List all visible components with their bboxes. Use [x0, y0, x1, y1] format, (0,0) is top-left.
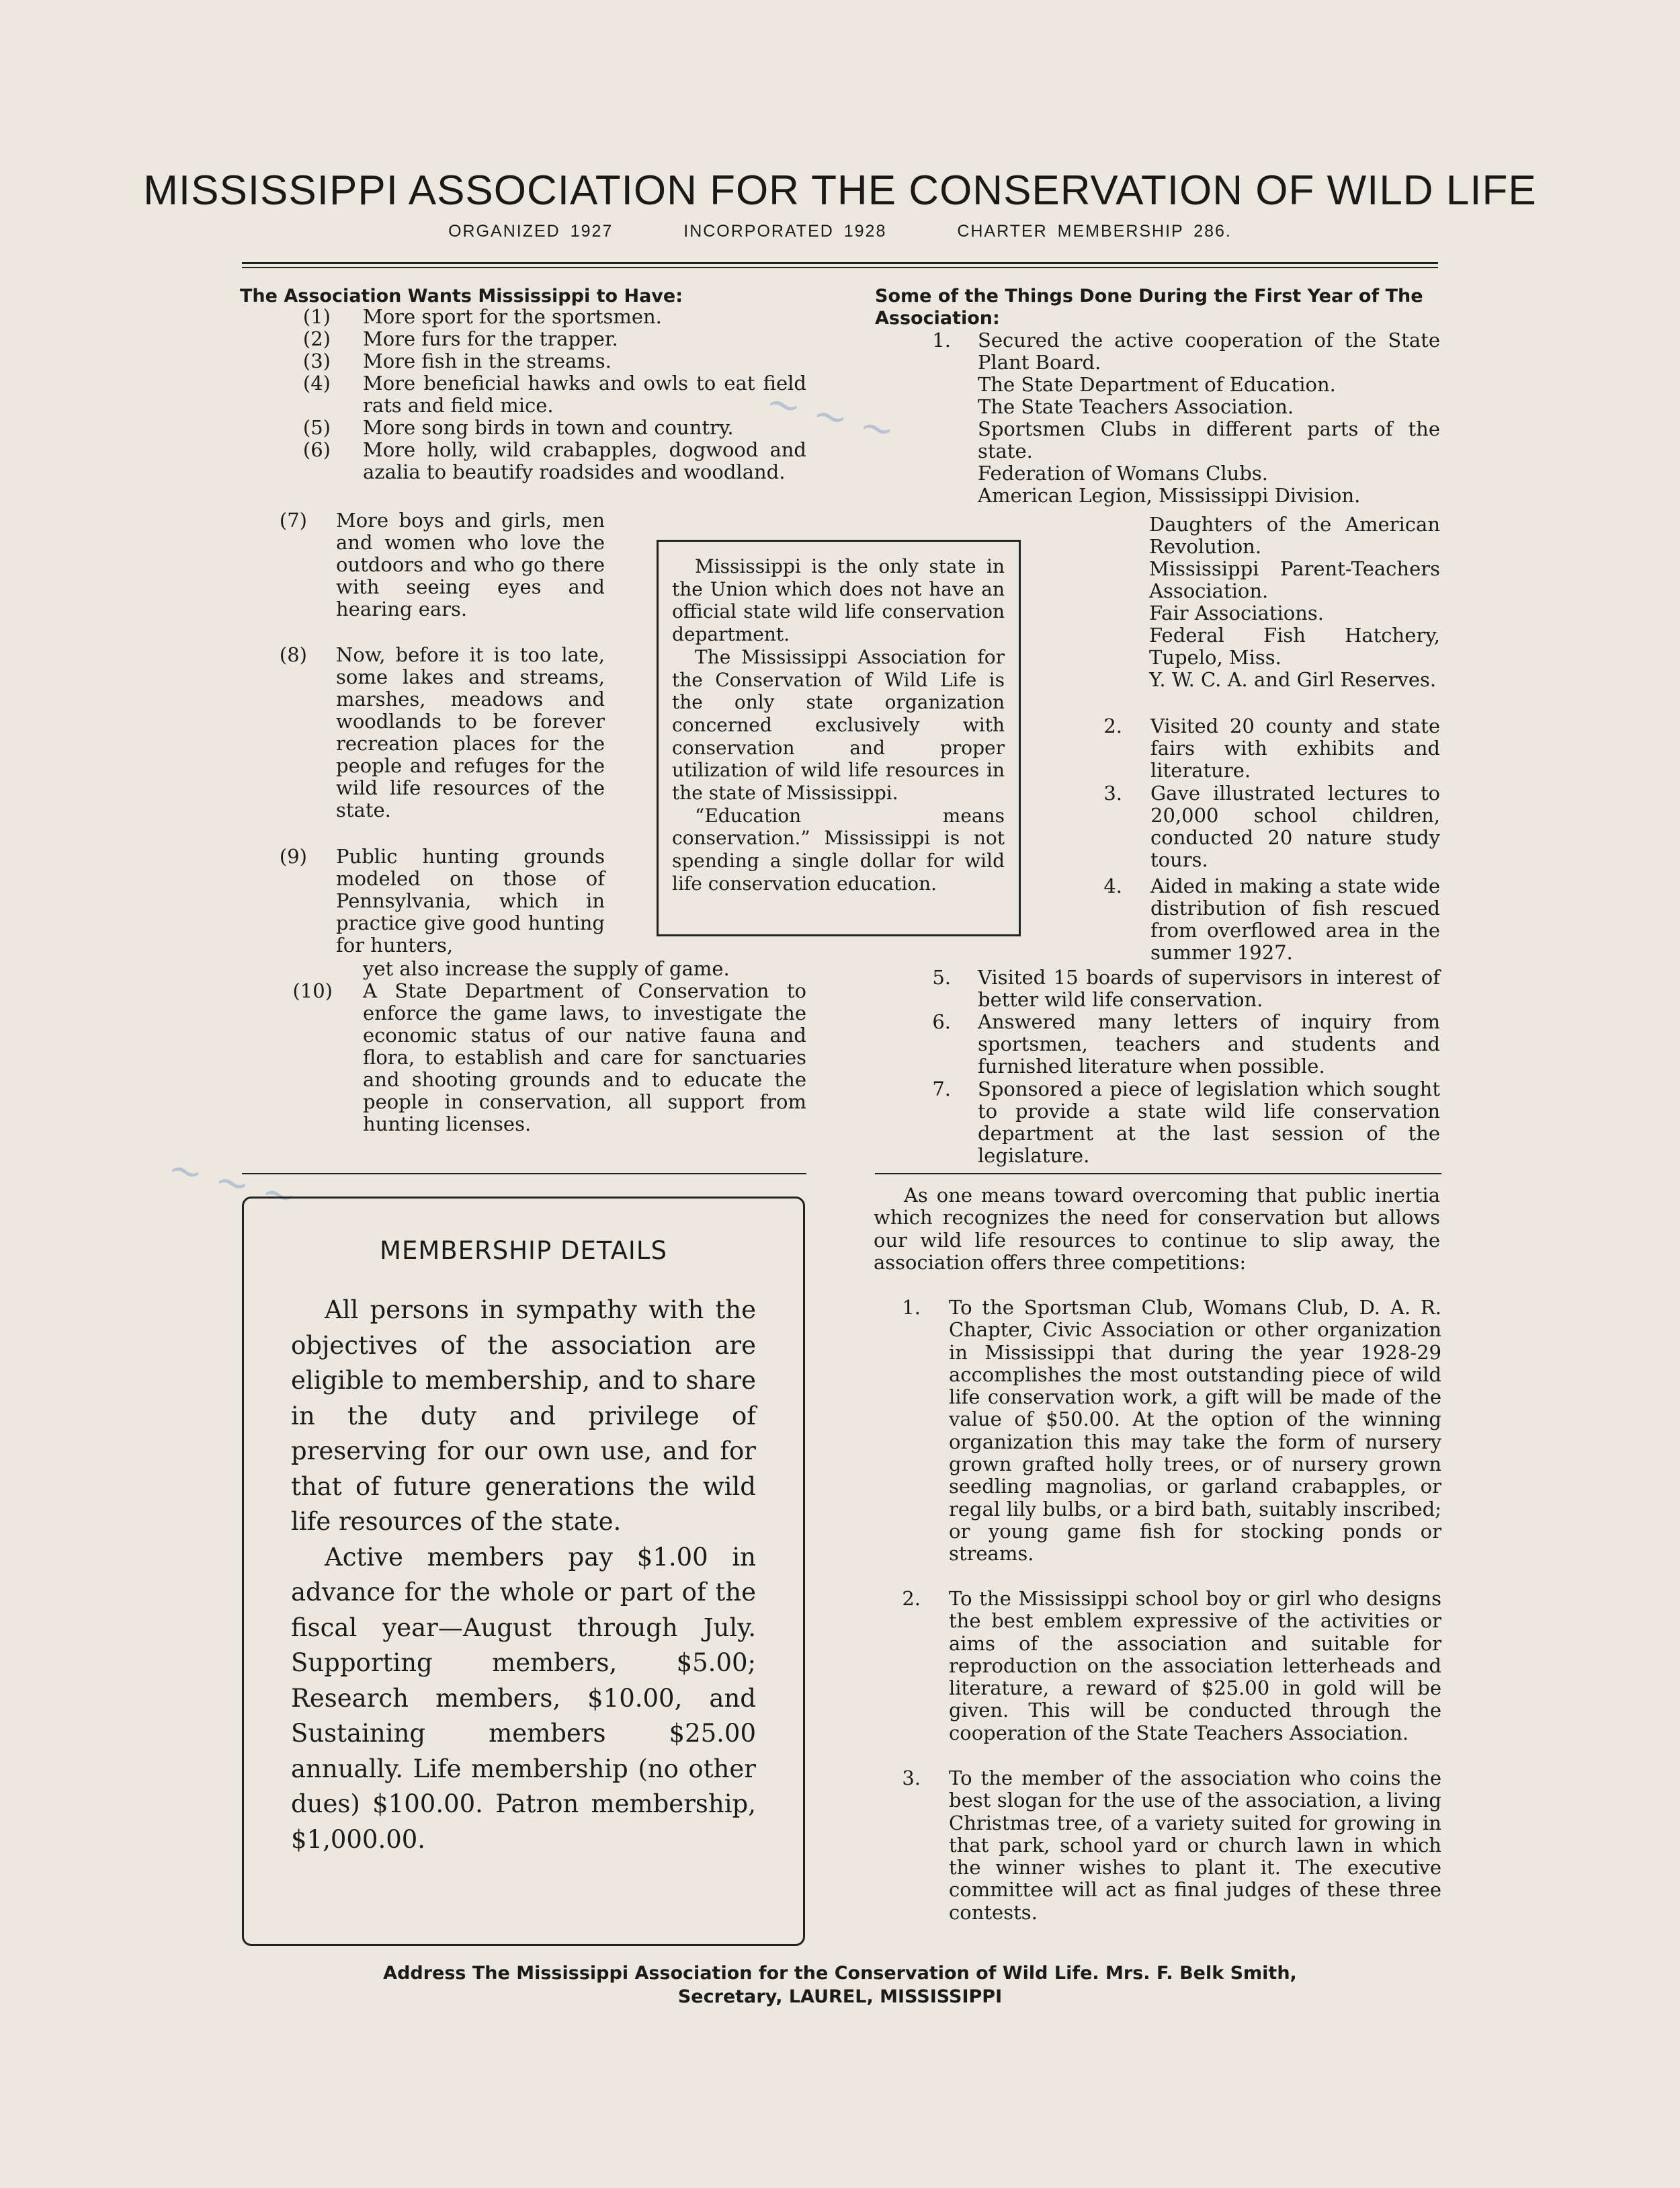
wants-heading: The Association Wants Mississippi to Have: — [240, 286, 683, 307]
notice-paragraph: “Education means conservation.” Mississippi is not spending a single dollar for wild life conservation education. — [672, 804, 1005, 895]
charter-text: CHARTER MEMBERSHIP 286. — [957, 222, 1232, 241]
header-rule-2 — [242, 267, 1438, 268]
membership-paragraph: All persons in sympathy with the objectives of the association are eligible to membership, and to share in the duty and privilege of preserving for our own use, and for that of future generations the wild life resources of the state. — [291, 1295, 756, 1536]
notice-paragraph: The Mississippi Association for the Conservation of Wild Life is the only state organization concerned exclusively with conservation and proper utilization of wild life resources in the state of Mississippi. — [672, 645, 1005, 805]
footer-address: Address The Mississippi Association for the Conservation of Wild Life. Mrs. F. Belk Smith, — [383, 1963, 1297, 1984]
competitions-intro: As one means toward overcoming that public inertia which recognizes the need for conservation but allows our wild life resources to continue to slip away, the association offers three competitions: — [874, 1184, 1440, 1274]
notice-paragraph: Mississippi is the only state in the Union which does not have an official state wild life conservation department. — [672, 555, 1005, 646]
notice-box — [657, 540, 1021, 936]
handwriting-bleed: ~ ~ ~ — [163, 1143, 302, 1223]
membership-paragraph: Active members pay $1.00 in advance for the whole or part of the fiscal year—August through July. Supporting members, $5.00; Research members, $10.00, and Sustaining members $25.00 annually. Life membership (no other dues) $100.00. Patron membership, $1,000.00. — [291, 1542, 756, 1854]
incorporated-text: INCORPORATED 1928 — [683, 222, 887, 241]
organized-text: ORGANIZED 1927 — [448, 222, 614, 241]
footer-secretary: Secretary, LAUREL, MISSISSIPPI — [677, 1986, 1003, 2007]
done-item-1: Secured the active cooperation of the State Plant Board. The State Department of Education. The State Teachers Association. Sportsmen Clubs in different parts of the state. Federation of Womans Clubs. American Legion, Mississippi Division. — [978, 329, 1440, 507]
section-rule-left — [242, 1173, 806, 1174]
membership-title: MEMBERSHIP DETAILS — [380, 1236, 667, 1265]
page-title: MISSISSIPPI ASSOCIATION FOR THE CONSERVATION OF WILD LIFE — [143, 167, 1537, 214]
section-rule-right — [875, 1173, 1441, 1174]
done-item-1-continued: Daughters of the American Revolution. Mississippi Parent-Teachers Association. Fair Associations. Federal Fish Hatchery, Tupelo, Miss. Y. W. C. A. and Girl Reserves. — [1149, 513, 1440, 691]
handwriting-bleed: ~ ~ ~ — [761, 376, 900, 456]
list-number: 1. — [932, 329, 951, 352]
document-page: ~ ~ ~ ~ ~ ~ MISSISSIPPI ASSOCIATION FOR THE CONSERVATION OF WILD LIFE ORGANIZED 1927 INCORPORATED 1928 CHARTER MEMBERSHIP 286. The Association Wants Mississippi to Have: (1) More sport for the sportsmen. (2) More furs for the trapper. (3) More fish in the streams. (4) More beneficial hawks and owls to eat field rats and field mice. (5) More song birds in town and country. (6) More holly, wild crabapples, dogwood and azalia to beautify roadsides and woodland. (7) More boys and girls, men and women who love the outdoors and who go there with seeing eyes and hearing ears. (8) Now, before it is too late, some lakes and streams, marshes, meadows and woodlands to be forever recreation places for the people and refuges for the wild life resources of the state. (9) Public hunting grounds modeled on those of Pennsylvania, which in practice give good hunting for hunters, yet also increase the supply of game. (10) A State Department of Conservation to enforce the game laws, to investigate the economic status of our native fauna and flora, to establish and care for sanctuaries and shooting grounds and to educate the people in conservation, all support from hunting licenses. Mississippi is the only state in the Union which does not have an official state wild life conservation department. The Mississippi Association for the Conservation of Wild Life is the only state organization concerned exclusively with conservation and proper utilization of wild life resources in the state of Mississippi. “Education means conservation.” Mississippi is not spending a single dollar for wild life conservation education. Some of the Things Done During the First Year of The Association: 1. Secured the active cooperation of the State Plant Board. The State Department of Education. The State Teachers Association. Sportsmen Clubs in different parts of the state. Federation of Womans Clubs. American Legion, Mississippi Division. Daughters of the American Revolution. Mississippi Parent-Teachers Association. Fair Associations. Federal Fish Hatchery, Tupelo, Miss. Y. W. C. A. and Girl Reserves. 2. Visited 20 county and state fairs with exhibits and literature. 3. Gave illustrated lectures to 20,000 school children, conducted 20 nature study tours. 4. Aided in making a state wide distribution of fish rescued from overflowed area in the summer 1927. 5. Visited 15 boards of supervisors in interest of better wild life conservation. 6. Answered many letters of inquiry from sportsmen, teachers and students and furnished literature when possible. 7. Sponsored a piece of legislation which sought to provide a state wild life conservation department at the last session of the legislature. MEMBERSHIP DETAILS All persons in sympathy with the objectives of the association are eligible to membership, and to share in the duty and privilege of preserving for our own use, and for that of future generations the wild life resources of the state. Active members pay $1.00 in advance for the whole or part of the fiscal year—August through July. Supporting members, $5.00; Research members, $10.00, and Sustaining members $25.00 annually. Life membership (no other dues) $100.00. Patron membership, $1,000.00. As one means toward overcoming that public inertia which recognizes the need for conservation but allows our wild life resources to continue to slip away, the association offers three competitions: 1. To the Sportsman Club, Womans Club, D. A. R. Chapter, Civic Association or other organization in Mississippi that during the year 1928-29 accomplishes the most outstanding piece of wild life conservation work, a gift will be made of the value of $50.00. At the option of the winning organization this may take the form of nursery grown grafted holly trees, or of nursery grown seedling magnolias, or garland crabapples, or regal lily bulbs, or a bird bath, suitably inscribed; or young game fish for stocking ponds or streams. 2. To the Mississippi school boy or girl who designs the best emblem expressive of the activities or aims of the association and suitable for reproduction on the association letterheads and literature, a reward of $25.00 in gold will be given. This will be conducted through the cooperation of the State Teachers Association. 3. To the member of the association who coins the best slogan for the use of the association, a living Christmas tree, of a variety suited for growing in that park, school yard or church lawn in which the winner wishes to plant it. The executive committee will act as final judges of these three contests. Address The Mississippi Association for the Conservation of Wild Life. Mrs. F. Belk Smith, Secretary, LAUREL, MISSISSIPPI — [0, 0, 1680, 2188]
done-heading: Some of the Things Done During the First Year of The Association: — [875, 286, 1423, 329]
membership-box — [242, 1197, 805, 1946]
subtitle-line — [0, 222, 1680, 241]
header-rule — [242, 262, 1438, 264]
